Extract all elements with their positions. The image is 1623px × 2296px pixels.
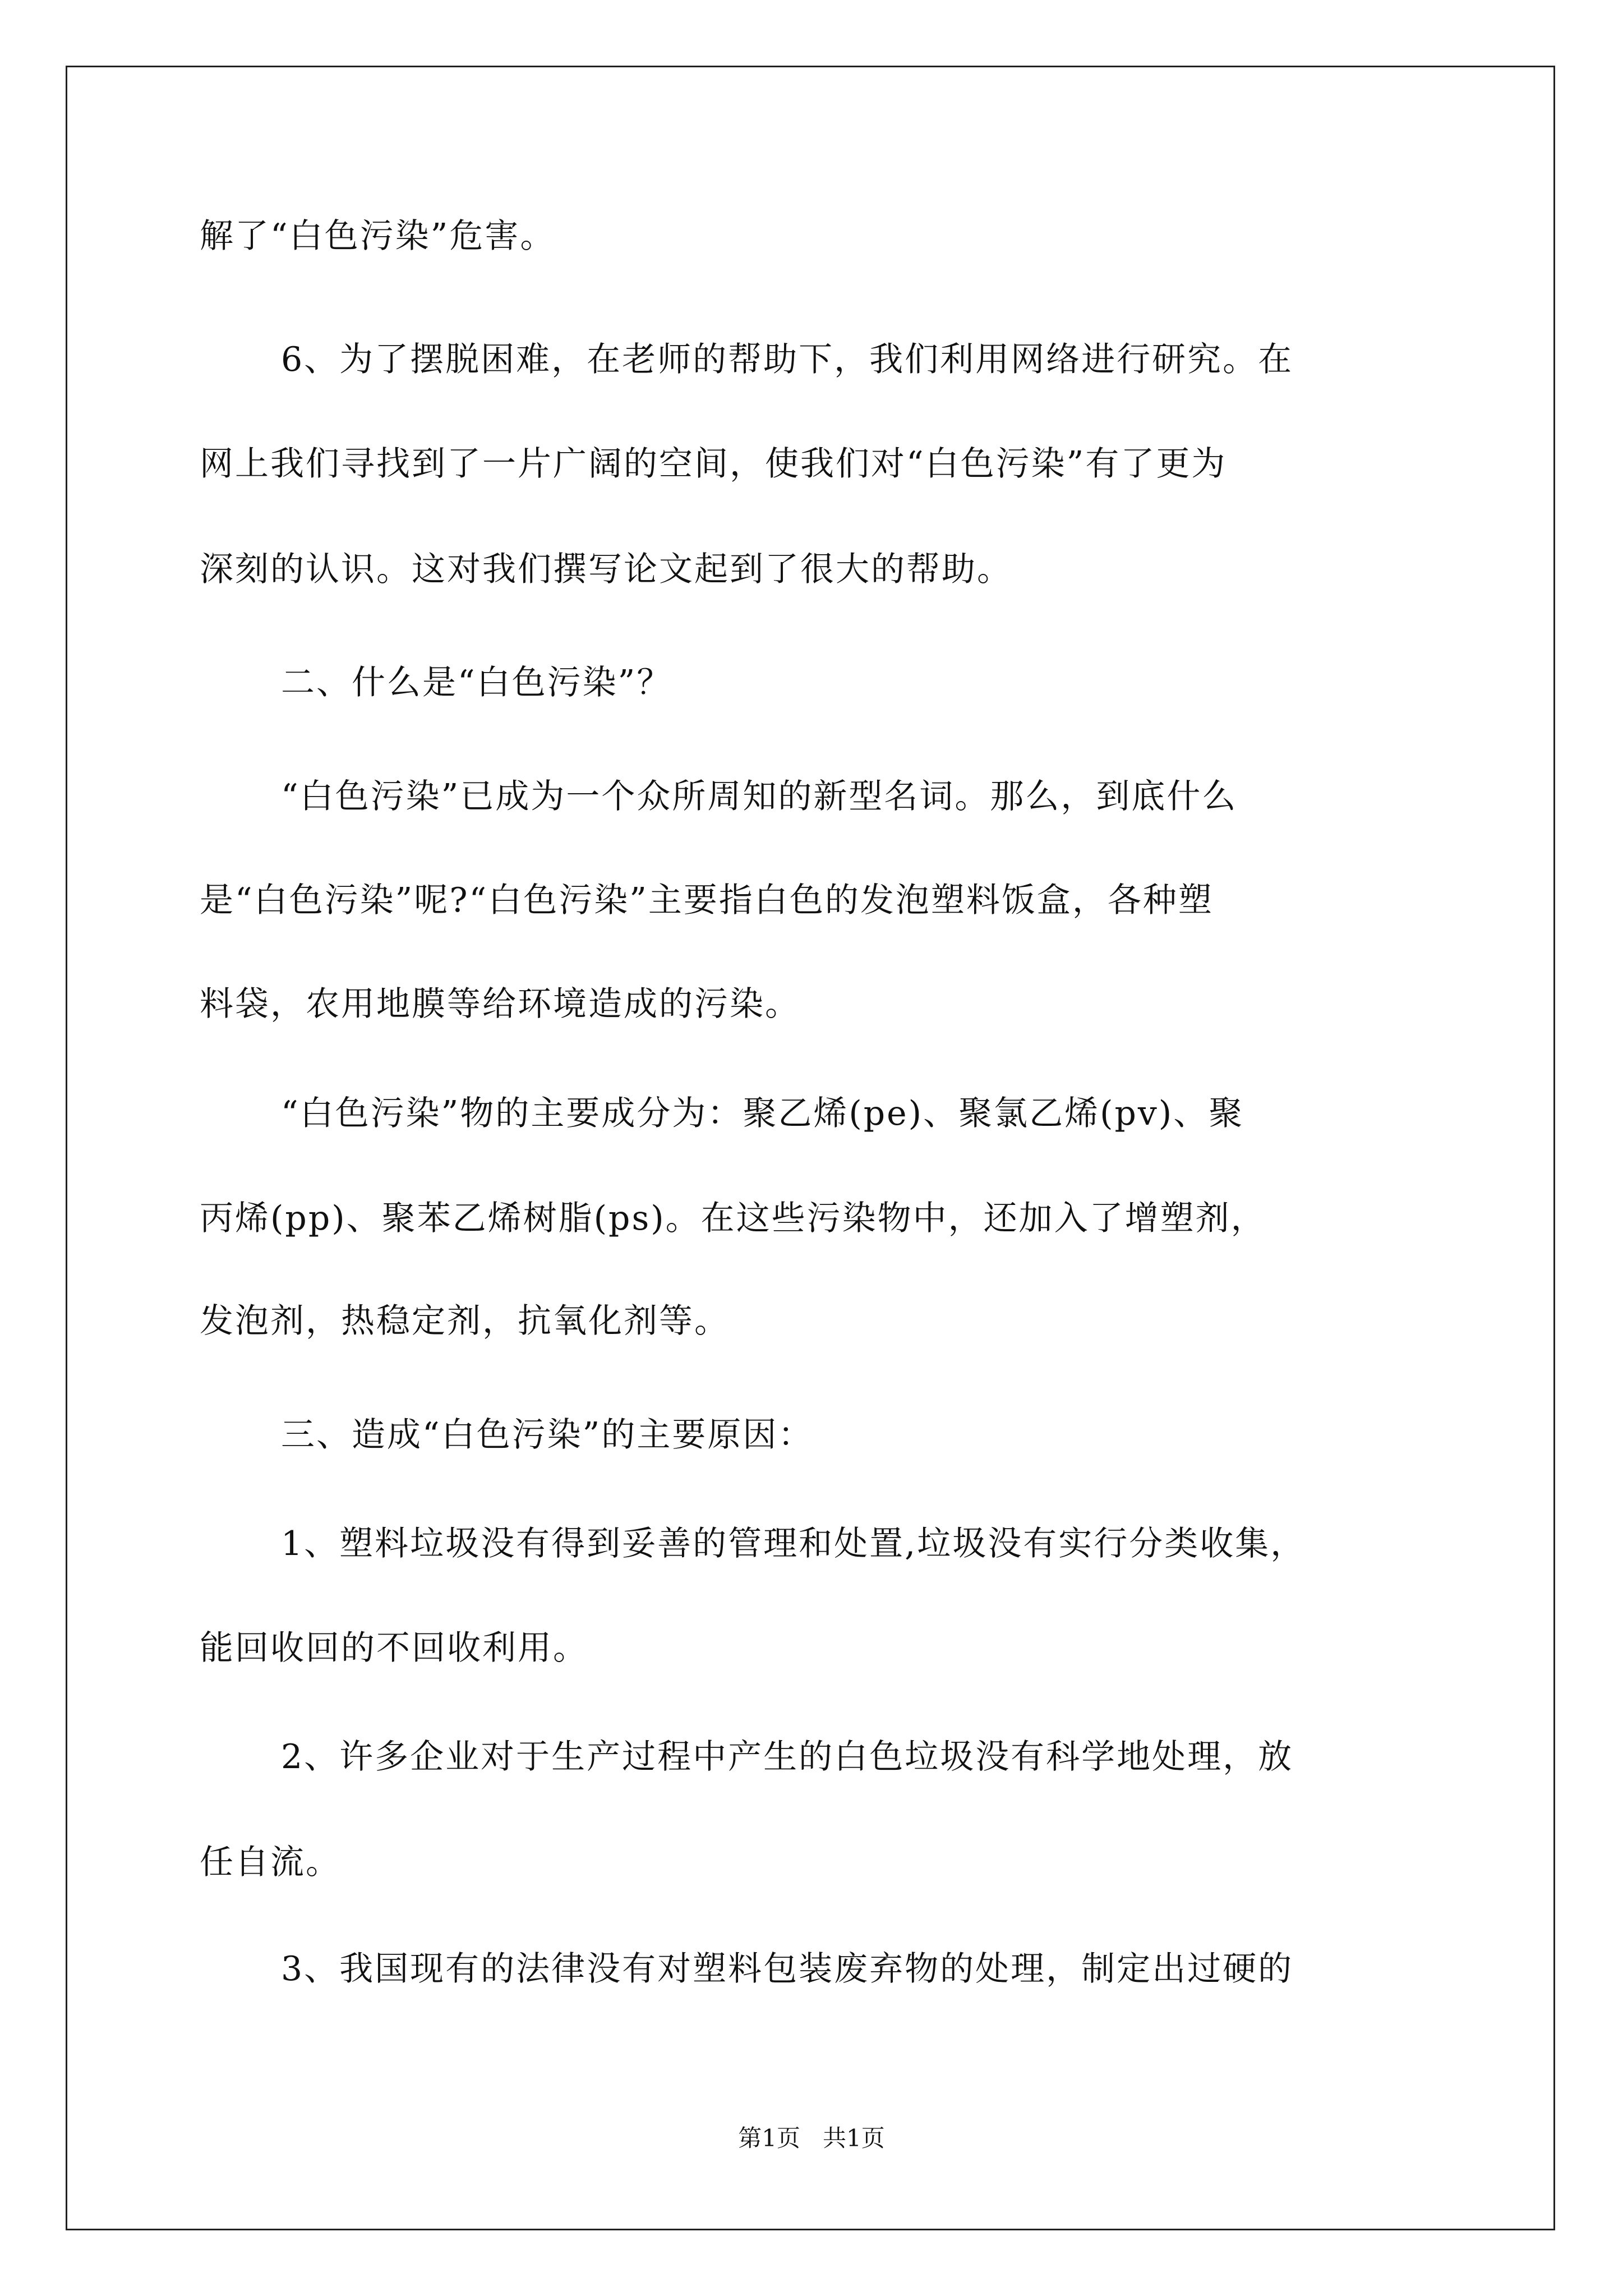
section-heading: 三、造成“白色污染”的主要原因： bbox=[281, 1415, 814, 1455]
text-line: 丙烯(pp)、聚苯乙烯树脂(ps)。在这些污染物中，还加入了增塑剂， bbox=[200, 1199, 1266, 1238]
text-line: “白色污染”已成为一个众所周知的新型名词。那么，到底什么 bbox=[281, 777, 1238, 816]
text-line: 深刻的认识。这对我们撰写论文起到了很大的帮助。 bbox=[200, 550, 1012, 589]
page-footer: 第1页 共1页 bbox=[738, 2124, 885, 2152]
text-line: 发泡剂，热稳定剂，抗氧化剂等。 bbox=[200, 1301, 730, 1341]
text-line: 料袋，农用地膜等给环境造成的污染。 bbox=[200, 984, 800, 1024]
text-line: 网上我们寻找到了一片广阔的空间，使我们对“白色污染”有了更为 bbox=[200, 444, 1227, 484]
section-heading: 二、什么是“白色污染”？ bbox=[281, 663, 672, 702]
text-line: “白色污染”物的主要成分为：聚乙烯(pe)、聚氯乙烯(pv)、聚 bbox=[281, 1094, 1244, 1133]
page-border bbox=[66, 66, 1555, 2230]
text-line: 6、为了摆脱困难，在老师的帮助下，我们利用网络进行研究。在 bbox=[281, 340, 1294, 379]
text-line: 3、我国现有的法律没有对塑料包装废弃物的处理，制定出过硬的 bbox=[281, 1949, 1294, 1989]
text-line: 2、许多企业对于生产过程中产生的白色垃圾没有科学地处理，放 bbox=[281, 1737, 1294, 1777]
text-line: 任自流。 bbox=[200, 1843, 341, 1882]
text-line: 1、塑料垃圾没有得到妥善的管理和处置,垃圾没有实行分类收集， bbox=[281, 1524, 1306, 1563]
text-line: 是“白色污染”呢?“白色污染”主要指白色的发泡塑料饭盒，各种塑 bbox=[200, 881, 1214, 920]
text-line: 解了“白色污染”危害。 bbox=[200, 217, 556, 256]
text-line: 能回收回的不回收利用。 bbox=[200, 1628, 588, 1668]
